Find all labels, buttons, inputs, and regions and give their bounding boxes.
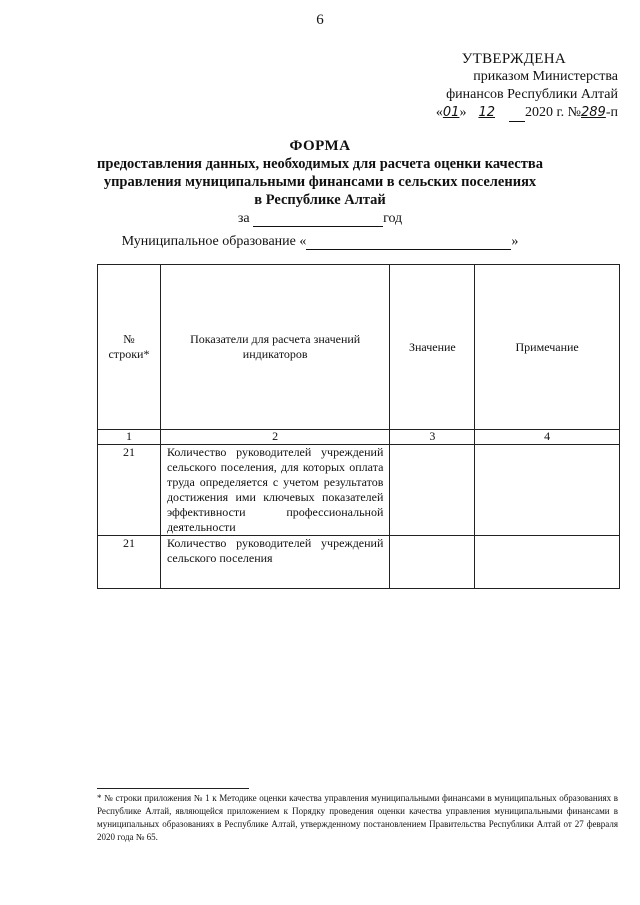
approval-year: 2020 г. (524, 105, 565, 120)
header-num: № строки* (98, 265, 161, 430)
approval-line-2: финансов Республики Алтай (446, 87, 618, 102)
table-header-row (98, 265, 620, 430)
column-number: 4 (475, 430, 620, 445)
header-value: Значение (390, 265, 475, 430)
approval-number-prefix: № (567, 105, 582, 120)
column-number: 3 (390, 430, 475, 445)
footnote: * № строки приложения № 1 к Методике оценки качества управления муниципальными финансами в муниципальных образованиях в Республике Алтай, являющейся приложением к Порядку проведения оценки качества управления муниципальными финансами в муниципальных образованиях в Республике Алтай, утвержденному постановлением Правительства Республики Алтай от 27 февраля 2020 года № 65. (97, 793, 618, 842)
approval-number: 289 (581, 105, 606, 120)
row-value[interactable] (390, 536, 475, 589)
form-subtitle-3: в Республике Алтай (254, 192, 386, 208)
approval-number-suffix: -п (605, 105, 618, 120)
row-note[interactable] (475, 445, 620, 536)
table-row (98, 445, 620, 536)
column-number: 1 (98, 430, 161, 445)
row-value[interactable] (390, 445, 475, 536)
row-indicator: Количество руководителей учреждений сельского поселения (160, 536, 389, 589)
approval-month: 12 (478, 105, 495, 120)
municipality-close: » (511, 234, 519, 249)
column-number: 2 (160, 430, 389, 445)
page-number: 6 (316, 12, 324, 28)
approval-day: 01 (442, 105, 460, 120)
period-prefix: за (237, 211, 250, 226)
form-subtitle-2: управления муниципальными финансами в сельских поселениях (103, 174, 537, 190)
period-blank[interactable] (253, 212, 383, 227)
table-row (98, 536, 620, 589)
header-note: Примечание (475, 265, 620, 430)
header-indicator: Показатели для расчета значений индикаторов (160, 265, 389, 430)
approval-date-line: «01» 12 2020 г. №289-п (435, 105, 618, 120)
row-number: 21 (98, 445, 161, 536)
period-suffix: год (383, 211, 403, 226)
form-title: ФОРМА (289, 138, 351, 154)
column-number-row (98, 430, 620, 445)
row-indicator: Количество руководителей учреждений сельского поселения, для которых оплата труда определяется с учетом результатов достижения ими ключевых показателей эффективности профессиональной деятельности (160, 445, 389, 536)
municipality-line (0, 234, 640, 250)
approval-block (436, 50, 618, 122)
row-number: 21 (98, 536, 161, 589)
form-subtitle-1: предоставления данных, необходимых для расчета оценки качества (97, 156, 543, 172)
form-title-block (0, 137, 640, 209)
municipality-label: Муниципальное образование « (121, 234, 307, 249)
footnote-divider (97, 788, 249, 789)
period-line (0, 211, 640, 227)
approval-line-1: приказом Министерства (473, 69, 618, 84)
indicators-table (97, 264, 620, 589)
municipality-blank[interactable] (306, 235, 511, 250)
row-note[interactable] (475, 536, 620, 589)
approval-heading: УТВЕРЖДЕНА (461, 51, 566, 67)
